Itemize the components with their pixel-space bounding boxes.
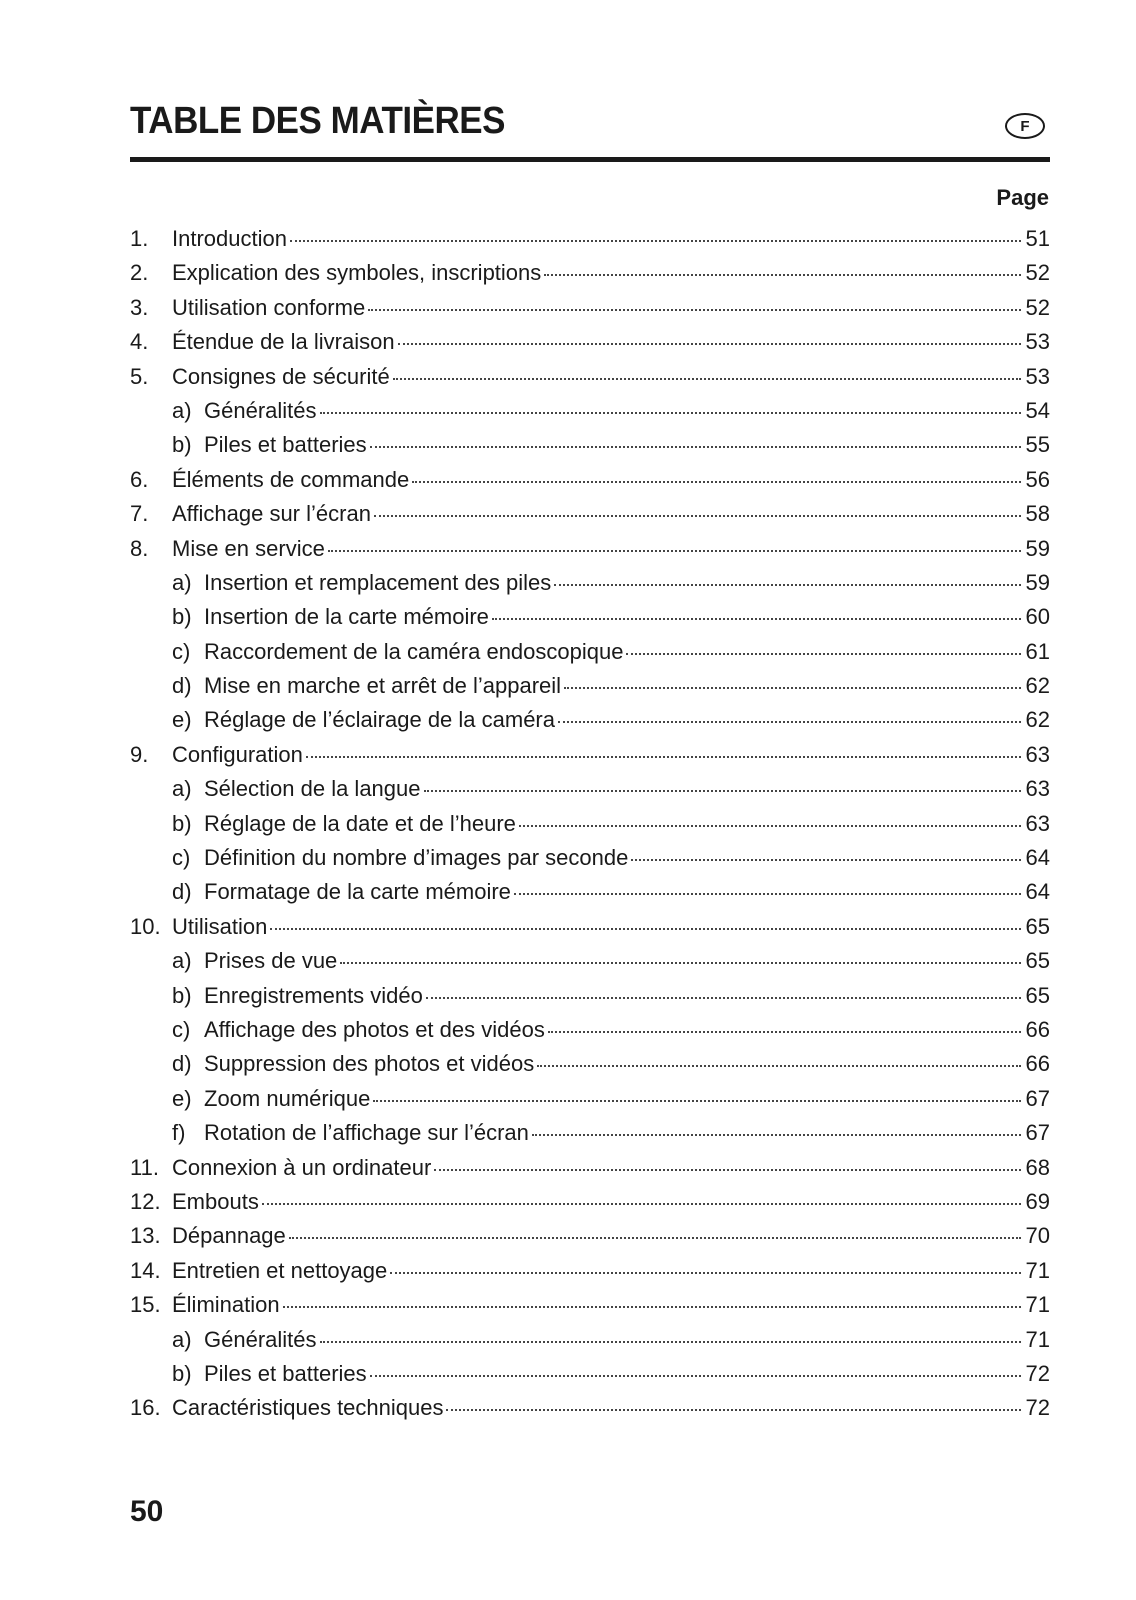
toc-entry-subletter: b) (172, 1360, 192, 1386)
toc-entry (130, 394, 1050, 428)
toc-entry-page: 65 (1025, 913, 1050, 939)
toc-entry-label: Insertion et remplacement des piles (204, 569, 552, 595)
toc-entry (130, 1082, 1050, 1116)
dot-leader (558, 699, 1021, 723)
toc-entry-label: Rotation de l’affichage sur l’écran (204, 1120, 529, 1146)
toc-entry-subletter: e) (172, 707, 192, 733)
toc-entry-label: Réglage de la date et de l’heure (204, 810, 516, 836)
toc-entry (130, 841, 1050, 875)
toc-entry-subletter: a) (172, 397, 192, 423)
toc-entry (130, 566, 1050, 600)
dot-leader (270, 906, 1021, 930)
toc-entry-page: 52 (1025, 294, 1050, 320)
toc-entry (130, 1219, 1050, 1253)
toc-entry (130, 463, 1050, 497)
toc-entry (130, 669, 1050, 703)
dot-leader (412, 459, 1021, 483)
toc-entry-label: Éléments de commande (172, 466, 410, 492)
toc-entry-page: 56 (1025, 466, 1050, 492)
toc-entry-number: 3. (130, 294, 149, 320)
dot-leader (537, 1043, 1021, 1067)
toc-entry-page: 54 (1025, 397, 1050, 423)
toc-entry (130, 875, 1050, 909)
dot-leader (426, 975, 1021, 999)
toc-entry (130, 635, 1050, 669)
title-divider (130, 157, 1050, 162)
toc-entry-number: 5. (130, 363, 149, 389)
toc-entry-label: Piles et batteries (204, 432, 367, 458)
toc-entry-page: 58 (1025, 501, 1050, 527)
dot-leader (283, 1284, 1021, 1308)
toc-entry-label: Insertion de la carte mémoire (204, 604, 489, 630)
toc-entry (130, 325, 1050, 359)
toc-entry-subletter: e) (172, 1085, 192, 1111)
toc-entry-page: 64 (1025, 879, 1050, 905)
toc-entry-label: Prises de vue (204, 948, 338, 974)
toc-entry-label: Zoom numérique (204, 1085, 371, 1111)
toc-entry-page: 62 (1025, 673, 1050, 699)
toc-entry-label: Piles et batteries (204, 1360, 367, 1386)
toc-entry-label: Explication des symboles, inscriptions (172, 260, 542, 286)
toc-entry-label: Réglage de l’éclairage de la caméra (204, 707, 555, 733)
toc-entry-page: 61 (1025, 638, 1050, 664)
toc-entry-page: 66 (1025, 1051, 1050, 1077)
toc-entry-label: Connexion à un ordinateur (172, 1154, 432, 1180)
toc-entry-label: Entretien et nettoyage (172, 1257, 388, 1283)
toc-entry (130, 738, 1050, 772)
dot-leader (548, 1009, 1021, 1033)
toc-entry (130, 910, 1050, 944)
toc-entry (130, 1047, 1050, 1081)
dot-leader (306, 734, 1021, 758)
toc-entry-page: 71 (1025, 1326, 1050, 1352)
toc-entry-page: 52 (1025, 260, 1050, 286)
dot-leader (328, 528, 1021, 552)
toc-entry (130, 703, 1050, 737)
toc-entry-label: Caractéristiques techniques (172, 1395, 444, 1421)
toc-entry-page: 71 (1025, 1257, 1050, 1283)
toc-entry-page: 59 (1025, 535, 1050, 561)
dot-leader (532, 1112, 1021, 1136)
toc-entry-page: 64 (1025, 845, 1050, 871)
table-of-contents (130, 222, 1050, 1426)
dot-leader (434, 1147, 1021, 1171)
dot-leader (492, 596, 1021, 620)
toc-entry-page: 53 (1025, 329, 1050, 355)
toc-entry-page: 63 (1025, 741, 1050, 767)
toc-entry (130, 1013, 1050, 1047)
toc-entry-number: 9. (130, 741, 149, 767)
dot-leader (370, 1353, 1021, 1377)
dot-leader (544, 252, 1021, 276)
toc-entry-number: 14. (130, 1257, 161, 1283)
toc-entry-subletter: f) (172, 1120, 186, 1146)
dot-leader (320, 390, 1021, 414)
toc-entry-label: Utilisation conforme (172, 294, 366, 320)
toc-entry-page: 63 (1025, 810, 1050, 836)
toc-entry-page: 59 (1025, 569, 1050, 595)
toc-entry-page: 72 (1025, 1360, 1050, 1386)
dot-leader (393, 356, 1021, 380)
toc-entry (130, 1323, 1050, 1357)
language-badge: F (1005, 113, 1045, 139)
toc-entry-number: 1. (130, 226, 149, 251)
toc-entry-label: Définition du nombre d’images par seconde (204, 845, 629, 871)
dot-leader (398, 321, 1021, 345)
toc-entry-label: Consignes de sécurité (172, 363, 390, 389)
dot-leader (373, 1078, 1021, 1102)
toc-entry-subletter: d) (172, 673, 192, 699)
toc-entry-number: 13. (130, 1223, 161, 1249)
toc-entry-page: 65 (1025, 948, 1050, 974)
toc-entry-subletter: a) (172, 569, 192, 595)
toc-entry (130, 222, 1050, 256)
toc-entry-page: 53 (1025, 363, 1050, 389)
page-number: 50 (130, 1495, 164, 1528)
page-column-label: Page (996, 185, 1049, 210)
toc-entry-subletter: c) (172, 845, 191, 871)
toc-entry (130, 807, 1050, 841)
toc-entry-label: Affichage sur l’écran (172, 501, 371, 527)
toc-entry-page: 69 (1025, 1188, 1050, 1214)
dot-leader (514, 871, 1021, 895)
dot-leader (262, 1181, 1021, 1205)
dot-leader (289, 1215, 1021, 1239)
toc-entry-label: Élimination (172, 1292, 280, 1318)
toc-entry-label: Étendue de la livraison (172, 329, 395, 355)
toc-entry-page: 66 (1025, 1016, 1050, 1042)
toc-entry-label: Formatage de la carte mémoire (204, 879, 511, 905)
toc-entry-label: Raccordement de la caméra endoscopique (204, 638, 624, 664)
toc-entry-label: Utilisation (172, 913, 268, 939)
toc-entry-subletter: c) (172, 1016, 191, 1042)
dot-leader (370, 424, 1021, 448)
toc-entry (130, 979, 1050, 1013)
toc-entry (130, 360, 1050, 394)
toc-entry (130, 1357, 1050, 1391)
toc-entry-label: Suppression des photos et vidéos (204, 1051, 535, 1077)
toc-entry-page: 70 (1025, 1223, 1050, 1249)
toc-entry-number: 7. (130, 501, 149, 527)
toc-entry-page: 67 (1025, 1120, 1050, 1146)
toc-entry-number: 16. (130, 1395, 161, 1421)
toc-entry (130, 256, 1050, 290)
toc-entry-page: 62 (1025, 707, 1050, 733)
toc-entry (130, 1116, 1050, 1150)
toc-entry-label: Mise en service (172, 535, 325, 561)
toc-entry (130, 291, 1050, 325)
dot-leader (374, 493, 1021, 517)
toc-entry-page: 51 (1025, 226, 1050, 251)
toc-entry-subletter: b) (172, 604, 192, 630)
dot-leader (564, 665, 1021, 689)
toc-entry (130, 1185, 1050, 1219)
toc-entry-number: 4. (130, 329, 149, 355)
toc-entry-label: Introduction (172, 226, 287, 251)
dot-leader (290, 218, 1021, 242)
toc-entry-page: 60 (1025, 604, 1050, 630)
toc-entry-label: Embouts (172, 1188, 259, 1214)
toc-entry (130, 428, 1050, 462)
toc-entry-subletter: b) (172, 810, 192, 836)
toc-entry (130, 600, 1050, 634)
toc-entry (130, 532, 1050, 566)
dot-leader (390, 1250, 1021, 1274)
toc-entry (130, 1254, 1050, 1288)
toc-entry-page: 65 (1025, 982, 1050, 1008)
toc-entry-page: 68 (1025, 1154, 1050, 1180)
toc-entry-subletter: a) (172, 948, 192, 974)
toc-entry-subletter: a) (172, 1326, 192, 1352)
toc-entry (130, 1151, 1050, 1185)
dot-leader (320, 1319, 1021, 1343)
dot-leader (626, 631, 1021, 655)
toc-entry-number: 6. (130, 466, 149, 492)
dot-leader (554, 562, 1021, 586)
toc-entry-subletter: c) (172, 638, 191, 664)
toc-entry-label: Affichage des photos et des vidéos (204, 1016, 545, 1042)
dot-leader (368, 287, 1021, 311)
toc-entry-label: Mise en marche et arrêt de l’appareil (204, 673, 562, 699)
toc-entry (130, 772, 1050, 806)
dot-leader (631, 837, 1021, 861)
toc-entry-page: 55 (1025, 432, 1050, 458)
toc-entry-subletter: a) (172, 776, 192, 802)
toc-entry-number: 2. (130, 260, 149, 286)
page-title: TABLE DES MATIÈRES (130, 100, 506, 142)
toc-entry-number: 10. (130, 913, 161, 939)
toc-entry (130, 1288, 1050, 1322)
toc-entry-subletter: b) (172, 982, 192, 1008)
toc-entry-label: Configuration (172, 741, 303, 767)
toc-entry-page: 67 (1025, 1085, 1050, 1111)
toc-entry-number: 15. (130, 1292, 161, 1318)
toc-entry-label: Généralités (204, 1326, 317, 1352)
toc-entry-label: Enregistrements vidéo (204, 982, 423, 1008)
toc-entry-number: 12. (130, 1188, 161, 1214)
toc-entry-label: Sélection de la langue (204, 776, 421, 802)
toc-entry-subletter: d) (172, 879, 192, 905)
dot-leader (446, 1387, 1021, 1411)
toc-entry-page: 63 (1025, 776, 1050, 802)
toc-entry-label: Dépannage (172, 1223, 286, 1249)
toc-entry-page: 72 (1025, 1395, 1050, 1421)
toc-entry (130, 944, 1050, 978)
dot-leader (340, 940, 1021, 964)
toc-entry-page: 71 (1025, 1292, 1050, 1318)
toc-entry-subletter: b) (172, 432, 192, 458)
toc-entry-subletter: d) (172, 1051, 192, 1077)
toc-entry (130, 497, 1050, 531)
toc-entry (130, 1391, 1050, 1425)
toc-entry-number: 11. (130, 1154, 159, 1180)
dot-leader (519, 803, 1021, 827)
toc-entry-number: 8. (130, 535, 149, 561)
dot-leader (424, 768, 1022, 792)
toc-entry-label: Généralités (204, 397, 317, 423)
